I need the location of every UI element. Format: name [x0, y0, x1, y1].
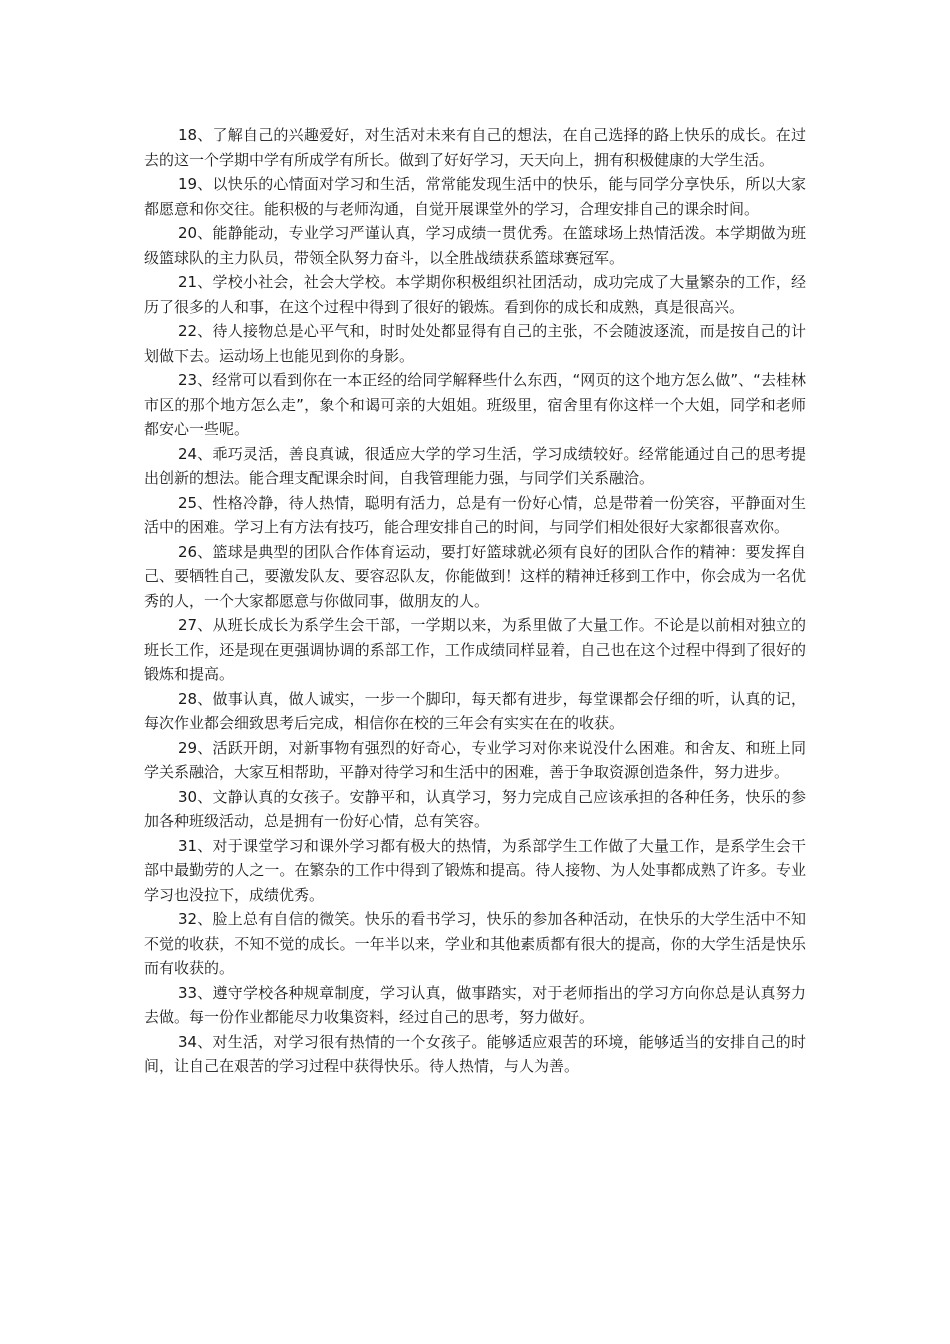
comment-paragraph-32: 32、脸上总有自信的微笑。快乐的看书学习，快乐的参加各种活动，在快乐的大学生活中不知不觉的收获，不知不觉的成长。一年半以来，学业和其他素质都有很大的提高，你的大学生活是快乐而有收获的。 [144, 910, 806, 977]
comment-paragraph-24: 24、乖巧灵活，善良真诚，很适应大学的学习生活，学习成绩较好。经常能通过自己的思考提出创新的想法。能合理支配课余时间，自我管理能力强，与同学们关系融洽。 [144, 444, 806, 487]
comment-paragraph-34: 34、对生活，对学习很有热情的一个女孩子。能够适应艰苦的环境，能够适当的安排自己的时间，让自己在艰苦的学习过程中获得快乐。待人热情，与人为善。 [144, 1032, 806, 1075]
comment-paragraph-26: 26、篮球是典型的团队合作体育运动，要打好篮球就必须有良好的团队合作的精神：要发挥自己、要牺牲自己，要激发队友、要容忍队友，你能做到！这样的精神迁移到工作中，你会成为一名优秀的人，一个大家都愿意与你做同事，做朋友的人。 [144, 542, 806, 610]
comment-paragraph-30: 30、文静认真的女孩子。安静平和，认真学习，努力完成自己应该承担的各种任务，快乐的参加各种班级活动，总是拥有一份好心情，总有笑容。 [144, 787, 806, 830]
comment-paragraph-25: 25、性格冷静，待人热情，聪明有活力，总是有一份好心情，总是带着一份笑容，平静面对生活中的困难。学习上有方法有技巧，能合理安排自己的时间，与同学们相处很好大家都很喜欢你。 [144, 493, 806, 536]
comment-paragraph-27: 27、从班长成长为系学生会干部，一学期以来，为系里做了大量工作。不论是以前相对独立的班长工作，还是现在更强调协调的系部工作，工作成绩同样显着，自己也在这个过程中得到了很好的锻炼和提高。 [144, 616, 806, 683]
comment-paragraph-33: 33、遵守学校各种规章制度，学习认真，做事踏实，对于老师指出的学习方向你总是认真努力去做。每一份作业都能尽力收集资料，经过自己的思考，努力做好。 [144, 983, 806, 1026]
comment-paragraph-18: 18、了解自己的兴趣爱好，对生活对未来有自己的想法，在自己选择的路上快乐的成长。在过去的这一个学期中学有所成学有所长。做到了好好学习，天天向上，拥有积极健康的大学生活。 [144, 126, 806, 169]
document-body [144, 123, 806, 1079]
comment-paragraph-28: 28、做事认真，做人诚实，一步一个脚印，每天都有进步，每堂课都会仔细的听，认真的记，每次作业都会细致思考后完成，相信你在校的三年会有实实在在的收获。 [144, 689, 806, 732]
comment-paragraph-22: 22、待人接物总是心平气和，时时处处都显得有自己的主张，不会随波逐流，而是按自己的计划做下去。运动场上也能见到你的身影。 [144, 322, 806, 365]
comment-paragraph-23: 23、经常可以看到你在一本正经的给同学解释些什么东西，“网页的这个地方怎么做”、“去桂林市区的那个地方怎么走”，象个和谒可亲的大姐姐。班级里，宿舍里有你这样一个大姐，同学和老师都安心一些呢。 [144, 371, 806, 438]
comment-paragraph-21: 21、学校小社会，社会大学校。本学期你积极组织社团活动，成功完成了大量繁杂的工作，经历了很多的人和事，在这个过程中得到了很好的锻炼。看到你的成长和成熟，真是很高兴。 [144, 273, 806, 316]
comment-paragraph-20: 20、能静能动，专业学习严谨认真，学习成绩一贯优秀。在篮球场上热情活泼。本学期做为班级篮球队的主力队员，带领全队努力奋斗，以全胜战绩获系篮球赛冠军。 [144, 224, 806, 267]
comment-paragraph-29: 29、活跃开朗，对新事物有强烈的好奇心，专业学习对你来说没什么困难。和舍友、和班上同学关系融洽，大家互相帮助，平静对待学习和生活中的困难，善于争取资源创造条件，努力进步。 [144, 738, 806, 781]
comment-paragraph-31: 31、对于课堂学习和课外学习都有极大的热情，为系部学生工作做了大量工作，是系学生会干部中最勤劳的人之一。在繁杂的工作中得到了锻炼和提高。待人接物、为人处事都成熟了许多。专业学习也没拉下，成绩优秀。 [144, 836, 806, 904]
comment-paragraph-19: 19、以快乐的心情面对学习和生活，常常能发现生活中的快乐，能与同学分享快乐，所以大家都愿意和你交往。能积极的与老师沟通，自觉开展课堂外的学习，合理安排自己的课余时间。 [144, 175, 806, 218]
